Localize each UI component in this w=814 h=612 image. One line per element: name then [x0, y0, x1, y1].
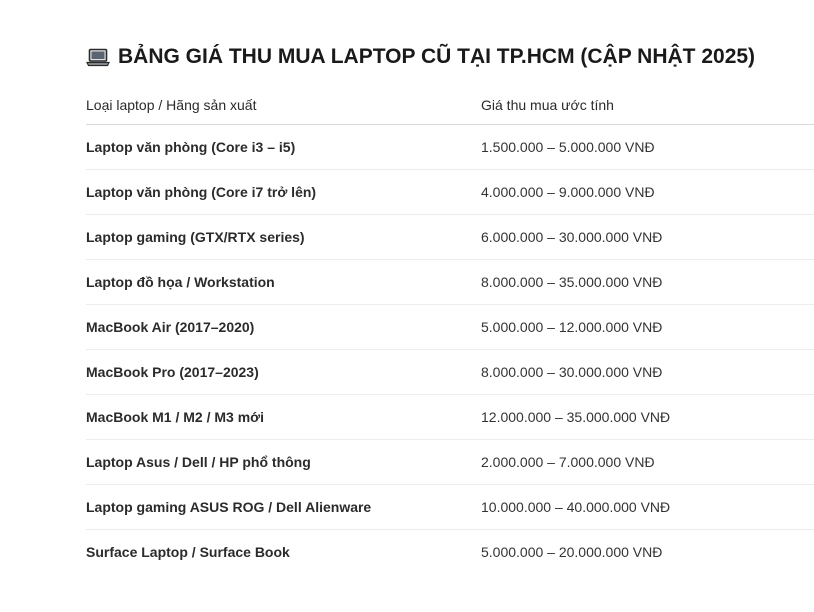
price-cell: 6.000.000 – 30.000.000 VNĐ: [481, 215, 814, 260]
laptop-type-cell: Surface Laptop / Surface Book: [86, 544, 290, 561]
laptop-type-cell: Laptop văn phòng (Core i7 trở lên): [86, 170, 481, 215]
laptop-type-cell: Laptop đồ họa / Workstation: [86, 260, 481, 305]
laptop-type-cell: MacBook M1 / M2 / M3 mới: [86, 395, 481, 440]
content-area: [86, 0, 814, 574]
price-cell: 1.500.000 – 5.000.000 VNĐ: [481, 125, 814, 170]
price-cell: 5.000.000 – 12.000.000 VNĐ: [481, 305, 814, 350]
table-row: [86, 440, 814, 485]
price-cell: 12.000.000 – 35.000.000 VNĐ: [481, 395, 814, 440]
laptop-type-cell: Laptop gaming (GTX/RTX series): [86, 215, 481, 260]
table-row: [86, 530, 814, 575]
price-cell: 8.000.000 – 30.000.000 VNĐ: [481, 350, 814, 395]
table-row: [86, 125, 814, 170]
column-header-price: Giá thu mua ước tính: [481, 86, 814, 125]
laptop-type-cell: MacBook Air (2017–2020): [86, 305, 481, 350]
price-cell: 2.000.000 – 7.000.000 VNĐ: [481, 440, 814, 485]
price-cell: 10.000.000 – 40.000.000 VNĐ: [481, 485, 814, 530]
laptop-icon: [86, 47, 110, 67]
table-row: [86, 260, 814, 305]
price-table: [86, 86, 814, 574]
table-row: [86, 350, 814, 395]
price-cell: 5.000.000 – 20.000.000 VNĐ: [481, 544, 663, 561]
price-cell: 8.000.000 – 35.000.000 VNĐ: [481, 260, 814, 305]
page-title-text: BẢNG GIÁ THU MUA LAPTOP CŨ TẠI TP.HCM (CẬP NHẬT 2025): [118, 45, 756, 68]
page-title: [86, 42, 814, 72]
price-cell: 4.000.000 – 9.000.000 VNĐ: [481, 170, 814, 215]
table-header-row: [86, 86, 814, 125]
table-row: [86, 170, 814, 215]
column-header-type: Loại laptop / Hãng sản xuất: [86, 86, 481, 125]
laptop-type-cell: Laptop gaming ASUS ROG / Dell Alienware: [86, 485, 481, 530]
laptop-type-cell: MacBook Pro (2017–2023): [86, 350, 481, 395]
table-row: [86, 395, 814, 440]
laptop-type-cell: Laptop Asus / Dell / HP phổ thông: [86, 440, 481, 485]
table-row: [86, 215, 814, 260]
table-row: [86, 485, 814, 530]
laptop-type-cell: Laptop văn phòng (Core i3 – i5): [86, 125, 481, 170]
table-row: [86, 305, 814, 350]
table-body: [86, 125, 814, 575]
